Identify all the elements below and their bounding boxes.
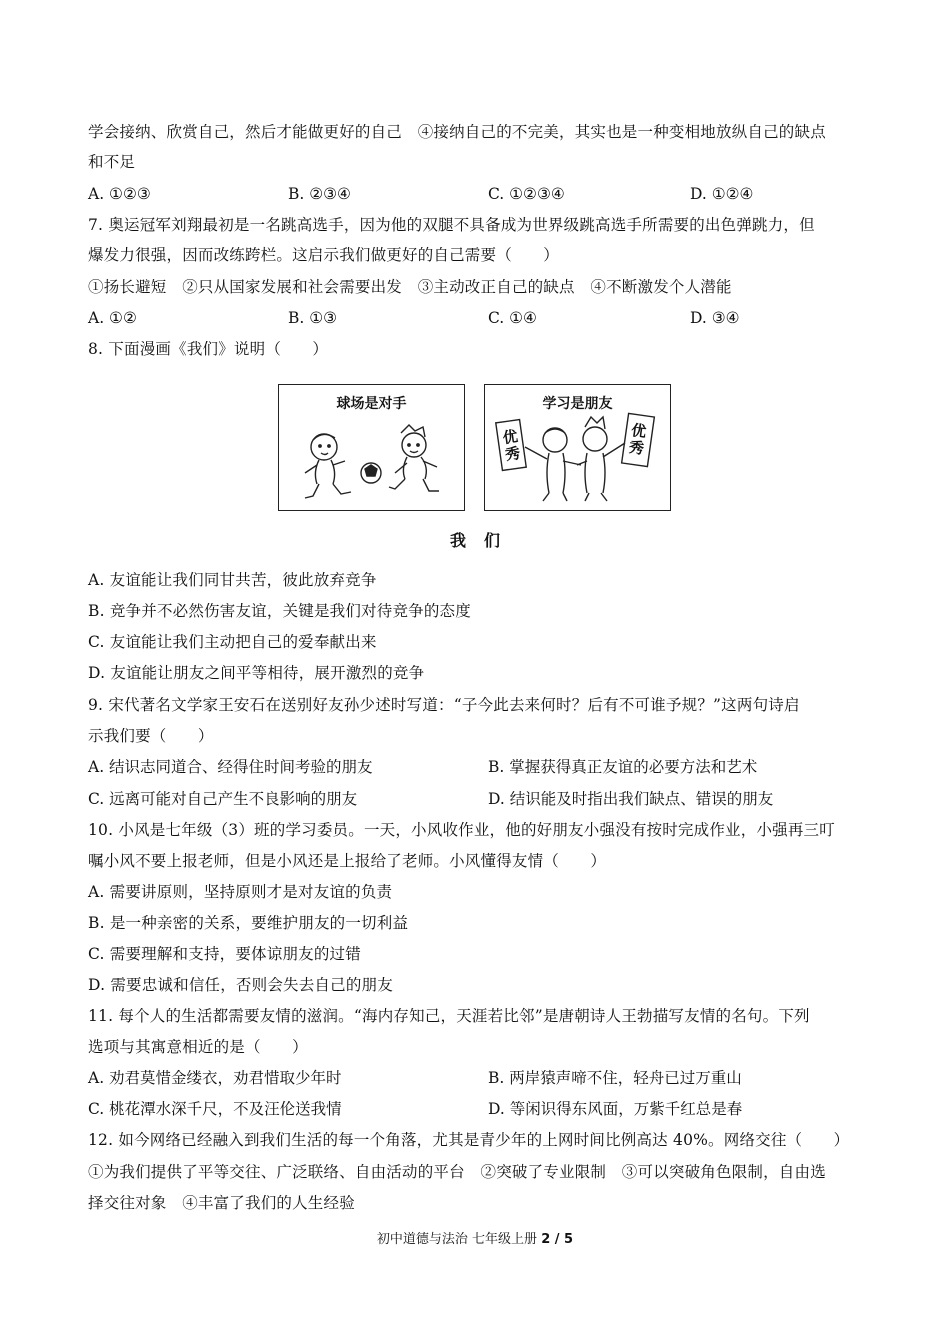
q6-option-b: B. ②③④ (288, 185, 351, 203)
q6-option-d: D. ①②④ (690, 185, 754, 203)
q7-line3: ①扬长避短 ②只从国家发展和社会需要出发 ③主动改正自己的缺点 ④不断激发个人潜能 (88, 278, 732, 296)
q7-line1: 7. 奥运冠军刘翔最初是一名跳高选手，因为他的双腿不具备成为世界级跳高选手所需要的出色弹跳力，但 (88, 216, 815, 234)
q10-option-a: A. 需要讲原则，坚持原则才是对友谊的负责 (88, 883, 393, 901)
q6-line1: 学会接纳、欣赏自己，然后才能做更好的自己 ④接纳自己的不完美，其实也是一种变相地放纵自己的缺点 (88, 123, 826, 141)
comic-panel-left (278, 384, 465, 511)
q12-line1: 12. 如今网络已经融入到我们生活的每一个角落，尤其是青少年的上网时间比例高达 40%。网络交往（ ） (88, 1131, 850, 1149)
soccer-players-illustration (279, 385, 464, 510)
comic-figure (278, 384, 670, 512)
badge-left: 优秀 (501, 427, 522, 464)
q7-option-d: D. ③④ (690, 309, 740, 327)
q7-option-a: A. ①② (88, 309, 137, 327)
q7-option-b: B. ①③ (288, 309, 338, 327)
q11-line1: 11. 每个人的生活都需要友情的滋润。“海内存知己，天涯若比邻”是唐朝诗人王勃描写友情的名句。下列 (88, 1007, 810, 1025)
q9-line2: 示我们要（ ） (88, 727, 214, 745)
q8-line1: 8. 下面漫画《我们》说明（ ） (88, 340, 329, 358)
q8-option-a: A. 友谊能让我们同甘共苦，彼此放弃竞争 (88, 571, 377, 589)
q10-line1: 10. 小风是七年级（3）班的学习委员。一天，小风收作业，他的好朋友小强没有按时完成作业，小强再三叮 (88, 821, 835, 839)
q10-option-b: B. 是一种亲密的关系，要维护朋友的一切利益 (88, 914, 409, 932)
page-number: 2 / 5 (541, 1232, 574, 1247)
footer-text: 初中道德与法治 七年级上册 (376, 1232, 542, 1247)
page-footer (0, 1228, 950, 1247)
q10-line2: 嘱小风不要上报老师，但是小风还是上报给了老师。小风懂得友情（ ） (88, 852, 607, 870)
q6-option-a: A. ①②③ (88, 185, 151, 203)
q11-option-d: D. 等闲识得东风面，万紫千红总是春 (488, 1100, 743, 1118)
q9-option-d: D. 结识能及时指出我们缺点、错误的朋友 (488, 790, 774, 808)
q7-line2: 爆发力很强，因而改练跨栏。这启示我们做更好的自己需要（ ） (88, 246, 560, 264)
q12-line2: ①为我们提供了平等交往、广泛联络、自由活动的平台 ②突破了专业限制 ③可以突破角色限制，自由选 (88, 1163, 826, 1181)
q8-option-d: D. 友谊能让朋友之间平等相待，展开激烈的竞争 (88, 664, 425, 682)
q7-option-c: C. ①④ (488, 309, 537, 327)
q11-option-b: B. 两岸猿声啼不住，轻舟已过万重山 (488, 1069, 742, 1087)
q6-option-c: C. ①②③④ (488, 185, 565, 203)
comic-left-title: 球场是对手 (336, 396, 407, 412)
q11-line2: 选项与其寓意相近的是（ ） (88, 1038, 308, 1056)
comic-panel-right (484, 384, 671, 511)
q8-option-c: C. 友谊能让我们主动把自己的爱奉献出来 (88, 633, 377, 651)
q9-option-c: C. 远离可能对自己产生不良影响的朋友 (88, 790, 358, 808)
comic-right-title: 学习是朋友 (542, 396, 613, 412)
q9-option-a: A. 结识志同道合、经得住时间考验的朋友 (88, 758, 373, 776)
q12-line3: 择交往对象 ④丰富了我们的人生经验 (88, 1194, 355, 1212)
q6-line2: 和不足 (88, 153, 136, 171)
comic-caption: 我们 (449, 531, 518, 550)
q8-option-b: B. 竞争并不必然伤害友谊，关键是我们对待竞争的态度 (88, 602, 471, 620)
badge-right: 优秀 (627, 421, 648, 458)
q11-option-c: C. 桃花潭水深千尺，不及汪伦送我情 (88, 1100, 342, 1118)
q10-option-d: D. 需要忠诚和信任，否则会失去自己的朋友 (88, 976, 393, 994)
q9-option-b: B. 掌握获得真正友谊的必要方法和艺术 (488, 758, 758, 776)
q9-line1: 9. 宋代著名文学家王安石在送别好友孙少述时写道：“子今此去来何时？后有不可谁予规？”这两句诗启 (88, 696, 800, 714)
q11-option-a: A. 劝君莫惜金缕衣，劝君惜取少年时 (88, 1069, 342, 1087)
q10-option-c: C. 需要理解和支持，要体谅朋友的过错 (88, 945, 361, 963)
